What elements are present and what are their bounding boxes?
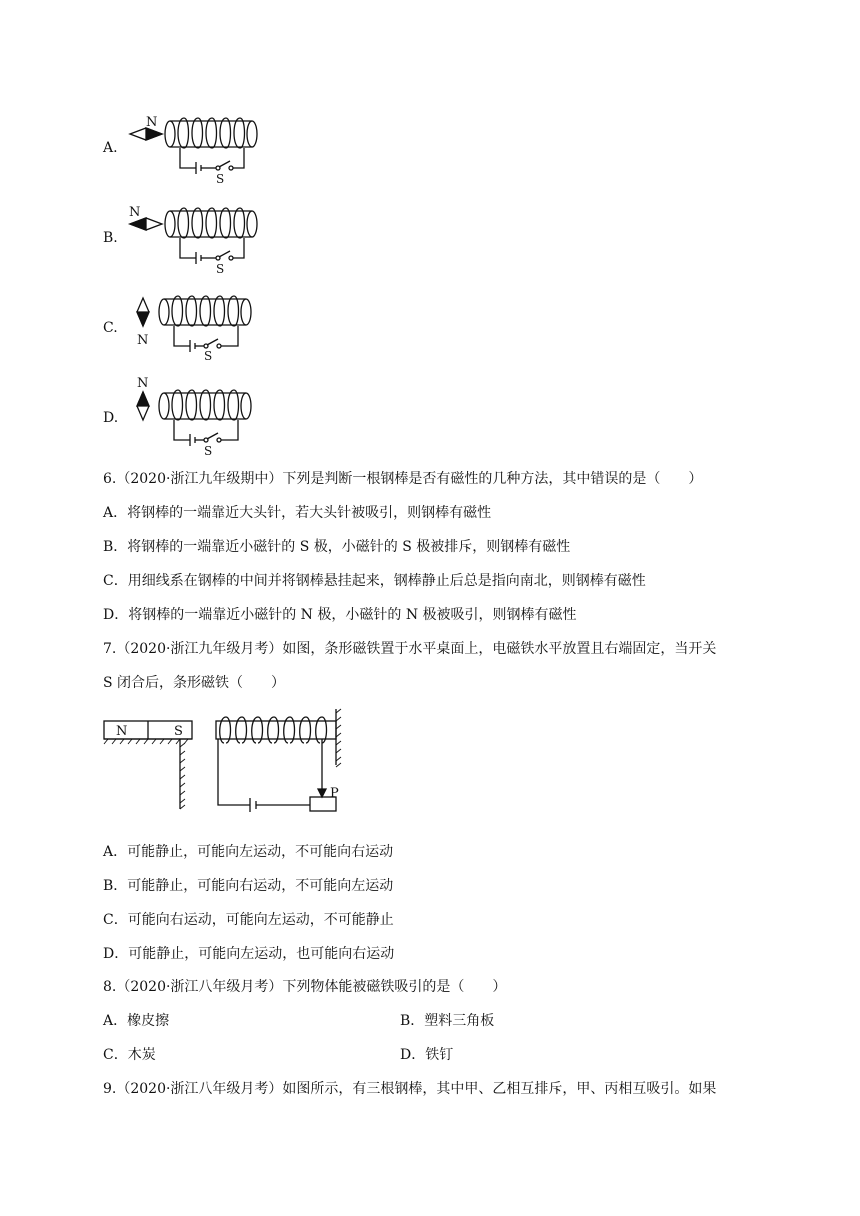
q7-option-d[interactable]: D．可能静止，可能向左运动，也可能向右运动 bbox=[103, 946, 395, 962]
q7-stem-line1: 7.（2020·浙江九年级月考）如图，条形磁铁置于水平桌面上，电磁铁水平放置且右端固定，当开关 bbox=[103, 641, 717, 657]
q5-option-a-figure bbox=[128, 108, 268, 188]
q7-option-c[interactable]: C．可能向右运动，可能向左运动，不可能静止 bbox=[103, 912, 394, 928]
q8-option-b[interactable]: B．塑料三角板 bbox=[400, 1013, 495, 1029]
q7-stem-line2: S 闭合后，条形磁铁（ ） bbox=[103, 675, 286, 691]
q5-b-needle-label: N bbox=[129, 205, 141, 220]
q7-magnet-n: N bbox=[116, 724, 128, 739]
q7-figure bbox=[100, 705, 360, 815]
q6-stem: 6.（2020·浙江九年级期中）下列是判断一根钢棒是否有磁性的几种方法，其中错误的是（ ） bbox=[103, 471, 703, 487]
q7-slider-p: P bbox=[330, 786, 339, 801]
q8-option-a[interactable]: A．橡皮擦 bbox=[103, 1013, 170, 1029]
q5-a-switch-label: S bbox=[216, 172, 225, 186]
q5-option-c-label[interactable]: C. bbox=[103, 320, 118, 336]
q8-option-c[interactable]: C．木炭 bbox=[103, 1047, 156, 1063]
q5-c-needle-label: N bbox=[137, 333, 149, 348]
q5-option-d-figure bbox=[128, 372, 268, 462]
q7-magnet-s: S bbox=[174, 724, 183, 739]
q7-option-a[interactable]: A．可能静止，可能向左运动，不可能向右运动 bbox=[103, 844, 394, 860]
q5-option-d-label[interactable]: D. bbox=[103, 410, 119, 426]
q5-option-c-figure bbox=[128, 290, 268, 370]
q8-option-d[interactable]: D．铁钉 bbox=[400, 1047, 454, 1063]
q9-stem: 9.（2020·浙江八年级月考）如图所示，有三根钢棒，其中甲、乙相互排斥，甲、丙相互吸引。如果 bbox=[103, 1081, 717, 1097]
q6-option-a[interactable]: A．将钢棒的一端靠近大头针，若大头针被吸引，则钢棒有磁性 bbox=[103, 505, 492, 521]
q6-option-b[interactable]: B．将钢棒的一端靠近小磁针的 S 极，小磁针的 S 极被排斥，则钢棒有磁性 bbox=[103, 539, 571, 555]
q5-c-switch-label: S bbox=[204, 349, 213, 363]
q5-a-needle-label: N bbox=[146, 115, 158, 130]
q5-option-b-figure bbox=[128, 198, 268, 278]
q5-d-needle-label: N bbox=[137, 376, 149, 391]
q5-b-switch-label: S bbox=[216, 262, 225, 276]
q8-stem: 8.（2020·浙江八年级月考）下列物体能被磁铁吸引的是（ ） bbox=[103, 979, 507, 995]
q5-option-a-label[interactable]: A. bbox=[103, 140, 118, 156]
q7-option-b[interactable]: B．可能静止，可能向右运动，不可能向左运动 bbox=[103, 878, 394, 894]
q6-option-d[interactable]: D．将钢棒的一端靠近小磁针的 N 极，小磁针的 N 极被吸引，则钢棒有磁性 bbox=[103, 607, 577, 623]
q6-option-c[interactable]: C．用细线系在钢棒的中间并将钢棒悬挂起来，钢棒静止后总是指向南北，则钢棒有磁性 bbox=[103, 573, 646, 589]
q5-option-b-label[interactable]: B. bbox=[103, 230, 118, 246]
q5-d-switch-label: S bbox=[204, 444, 213, 458]
